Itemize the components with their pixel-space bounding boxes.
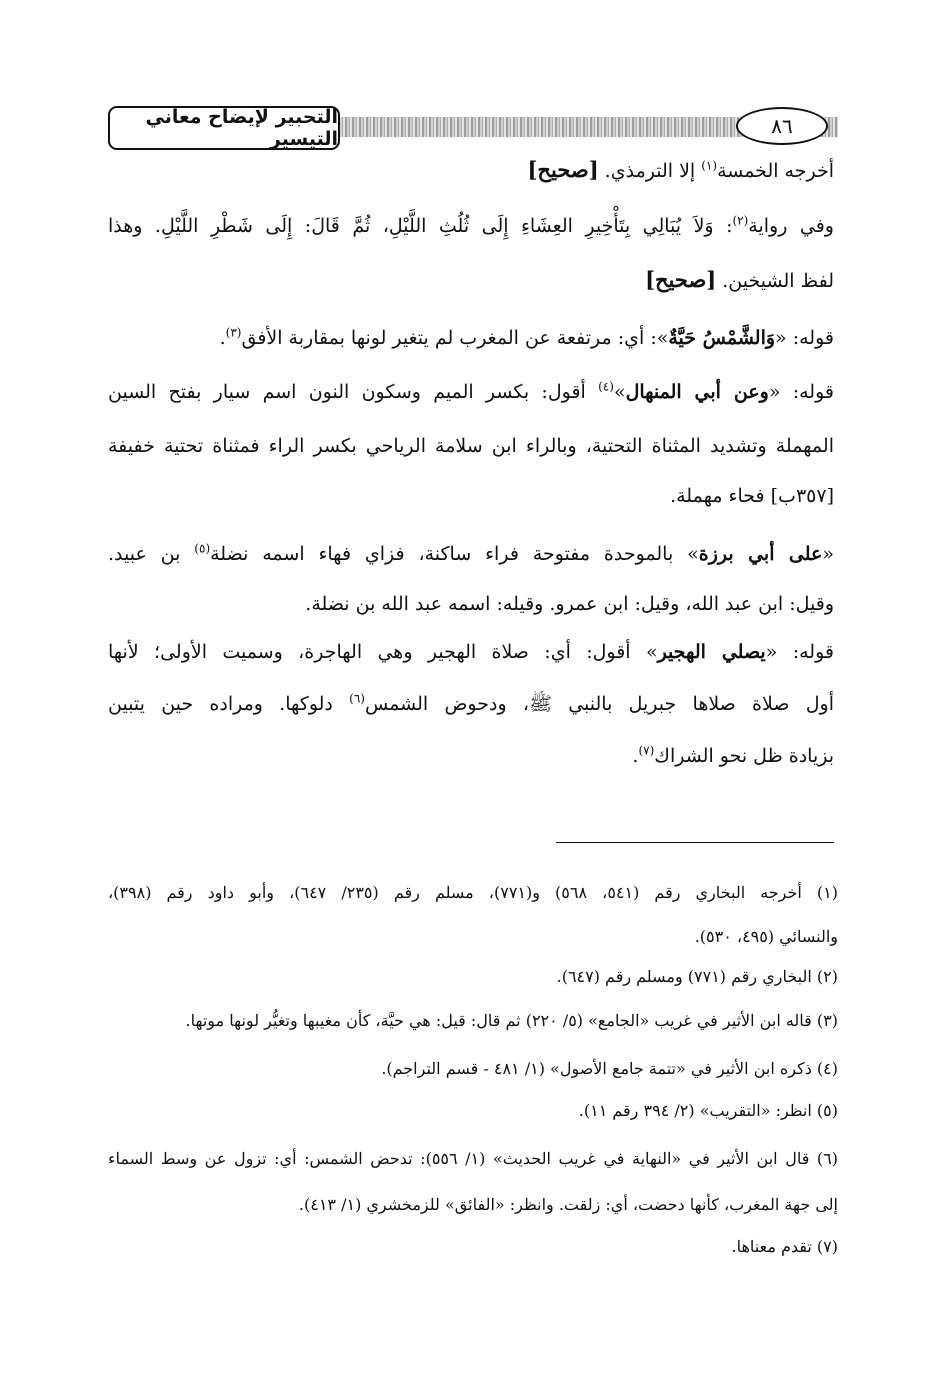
footnote-text: (٥) انظر: «التقريب» (٢/ ٣٩٤ رقم ١١).: [578, 1101, 838, 1120]
page-header: [108, 104, 838, 154]
text-run: دلوكها. ومراده حين يتبين: [108, 693, 350, 715]
paragraph-narration-line1: [108, 208, 834, 244]
paragraph-source: [108, 152, 834, 189]
text-run: بزيادة ظل نحو الشراك: [654, 745, 834, 767]
footnote-1-line1: [108, 878, 838, 908]
text-run: أول صلاة صلاها جبريل بالنبي ﷺ، ودحوض الشمس: [364, 693, 834, 715]
quoted-term: على أبي برزة: [698, 543, 823, 565]
text-run: أقول: بكسر الميم وسكون النون اسم سيار بفتح السين: [108, 381, 599, 403]
text-run: »: أي: مرتفعة عن المغرب لم يتغير لونها بمقاربة الأفق: [241, 327, 669, 349]
footnote-separator: [556, 842, 834, 843]
quoted-term: وَالشَّمْسُ حَيَّةٌ: [668, 327, 776, 349]
paragraph-commentary-minhal-line3: [108, 478, 834, 514]
text-run: » بالموحدة مفتوحة فراء ساكنة، فزاي فهاء اسمه نضلة: [210, 543, 699, 565]
footnote-text: (٣) قاله ابن الأثير في غريب «الجامع» (٥/ ٢٢٠) ثم قال: قيل: هي حيَّة، كأن مغيبها وتغيُّر لونها موتها.: [185, 1011, 838, 1030]
paragraph-commentary-minhal-line1: [108, 374, 834, 410]
paragraph-commentary-hajir-line1: [108, 634, 834, 670]
footnote-ref: (٣): [225, 325, 242, 340]
footnote-ref: (١): [701, 158, 718, 173]
footnote-text: والنسائي (٤٩٥، ٥٣٠).: [694, 927, 838, 946]
text-run: أخرجه الخمسة: [717, 160, 834, 182]
grading-label: [صحيح]: [645, 267, 717, 292]
text-run: قوله: «: [775, 327, 834, 349]
paragraph-commentary-barzah-line1: [108, 536, 834, 572]
text-run: .: [219, 327, 226, 349]
text-run: وقيل: ابن عبد الله، وقيل: ابن عمرو. وقيله: اسمه عبد الله بن نضلة.: [305, 593, 834, 615]
hadith-text: : وَلاَ يُبَالِي بِتَأْخِيرِ العِشَاءِ إِلَى ثُلُثِ اللَّيْلِ، ثُمَّ قَالَ: إِلَى شَطْرِ اللَّيْلِ. وهذا: [108, 215, 733, 237]
footnote-text: (٤) ذكره ابن الأثير في «تتمة جامع الأصول» (١/ ٤٨١ - قسم التراجم).: [381, 1059, 838, 1078]
text-run: » أقول: أي: صلاة الهجير وهي الهاجرة، وسميت الأولى؛ لأنها: [108, 641, 658, 663]
footnote-text: (١) أخرجه البخاري رقم (٥٤١، ٥٦٨) و(٧٧١)، مسلم رقم (٢٣٥/ ٦٤٧)، وأبو داود رقم (٣٩٨)،: [108, 883, 839, 902]
book-title-text: التحبير لإيضاح معاني التيسير: [145, 106, 338, 150]
text-run: .: [632, 745, 639, 767]
text-run: بن عبيد.: [108, 543, 195, 565]
text-run: «: [822, 543, 835, 565]
text-run: لفظ الشيخين.: [716, 270, 834, 292]
paragraph-commentary-sun: [108, 320, 834, 356]
footnote-text: (٧) تقدم معناها.: [731, 1237, 838, 1256]
paragraph-commentary-minhal-line2: [108, 428, 834, 464]
footnote-3: [108, 1006, 838, 1036]
footnote-ref: (٦): [349, 691, 365, 706]
paragraph-commentary-barzah-line2: [108, 586, 834, 622]
paragraph-commentary-hajir-line2: [108, 686, 834, 722]
footnote-6-line1: [108, 1144, 838, 1174]
paragraph-narration-line2: [108, 262, 834, 299]
footnote-ref: (٤): [598, 379, 614, 394]
footnote-ref: (٢): [732, 213, 749, 228]
paragraph-commentary-hajir-line3: [108, 738, 834, 774]
text-run: قوله: «: [765, 641, 834, 663]
text-run: [٣٥٧ب] فحاء مهملة.: [670, 485, 834, 507]
footnote-5: [108, 1096, 838, 1126]
text-run: وفي رواية: [748, 215, 834, 237]
footnote-text: إلى جهة المغرب، كأنها دحضت، أي: زلقت. وانظر: «الفائق» للزمخشري (١/ ٤١٣).: [298, 1195, 838, 1214]
page-number: [736, 107, 828, 145]
footnote-7: [108, 1232, 838, 1262]
text-run: إلا الترمذي.: [598, 160, 702, 182]
footnote-text: (٦) قال ابن الأثير في «النهاية في غريب الحديث» (١/ ٥٥٦): تدحض الشمس: أي: تزول عن وسط السماء: [108, 1149, 838, 1168]
book-title: [108, 106, 340, 150]
page-number-text: ٨٦: [771, 114, 793, 138]
footnote-ref: (٥): [194, 541, 211, 556]
text-run: المهملة وتشديد المثناة التحتية، وبالراء ابن سلامة الرياحي بكسر الراء فمثناة تحتية خفيفة: [108, 435, 834, 457]
text-run: »: [613, 381, 626, 403]
footnote-2: [108, 962, 838, 992]
footnote-ref: (٧): [638, 743, 655, 758]
footnote-4: [108, 1054, 838, 1084]
text-run: قوله: «: [768, 381, 834, 403]
quoted-term: وعن أبي المنهال: [625, 381, 769, 403]
footnote-6-line2: [108, 1190, 838, 1220]
quoted-term: يصلي الهجير: [657, 641, 766, 663]
footnote-1-line2: [108, 922, 838, 952]
footnote-text: (٢) البخاري رقم (٧٧١) ومسلم رقم (٦٤٧).: [556, 967, 838, 986]
grading-label: [صحيح]: [527, 157, 599, 182]
